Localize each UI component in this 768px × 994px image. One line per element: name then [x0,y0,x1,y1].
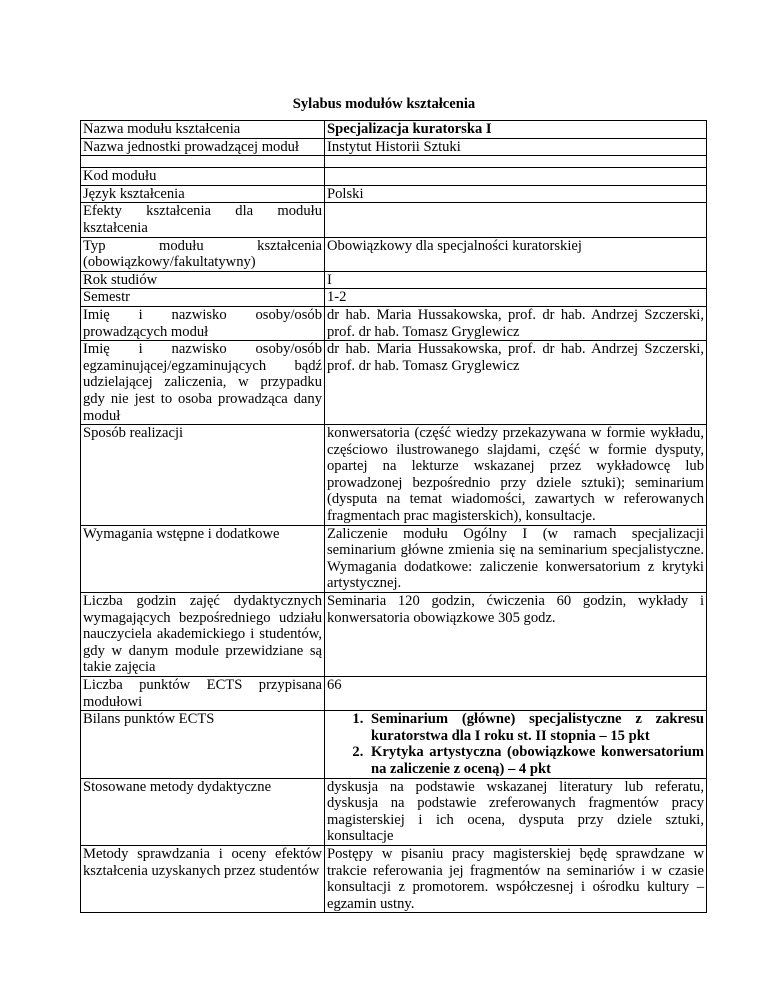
row-label: Bilans punktów ECTS [81,711,325,778]
table-row [81,341,707,425]
row-label: Kod modułu [81,168,325,186]
row-label: Typ modułu kształcenia (obowiązkowy/fakultatywny) [81,237,325,271]
module-name-value: Specjalizacja kuratorska I [325,121,707,139]
table-row [81,306,707,340]
row-value: dr hab. Maria Hussakowska, prof. dr hab. Andrzej Szczerski, prof. dr hab. Tomasz Gryglewicz [325,306,707,340]
table-spacer-row [81,156,707,168]
row-value: dyskusja na podstawie wskazanej literatury lub referatu, dyskusja na podstawie zreferowanych fragmentów pracy magisterskiej i ich ocena, dysputa przy dziele sztuki, konsultacje [325,778,707,845]
row-label: Stosowane metody dydaktyczne [81,778,325,845]
row-label: Imię i nazwisko osoby/osób prowadzących moduł [81,306,325,340]
row-value: Seminaria 120 godzin, ćwiczenia 60 godzin, wykłady i konwersatoria obowiązkowe 305 godz. [325,593,707,677]
table-row [81,525,707,592]
row-label: Język kształcenia [81,185,325,203]
table-row [81,425,707,526]
list-item: 1. Seminarium (główne) specjalistyczne z zakresu kuratorstwa dla I roku st. II stopnia – 15 pkt [367,711,704,744]
table-row [81,778,707,845]
row-label: Liczba punktów ECTS przypisana modułowi [81,677,325,711]
row-value: Obowiązkowy dla specjalności kuratorskiej [325,237,707,271]
row-label: Rok studiów [81,271,325,289]
row-value: Polski [325,185,707,203]
table-row [81,271,707,289]
spacer-cell [325,156,707,168]
syllabus-table [80,120,707,913]
row-label: Nazwa jednostki prowadzącej moduł [81,138,325,156]
row-value: 66 [325,677,707,711]
row-value: I [325,271,707,289]
row-value: konwersatoria (część wiedzy przekazywana w formie wykładu, częściowo ilustrowanego slajdami, część w formie dysputy, opartej na lekturze wskazanej przez wykładowcę lub prowadzonej bezpośrednio przy dziele sztuki); seminarium (dysputa na temat wiadomości, zawartych w referowanych fragmentach prac magisterskich), konsultacje. [325,425,707,526]
ects-list [327,711,704,777]
table-row [81,138,707,156]
row-label: Imię i nazwisko osoby/osób egzaminującej/egzaminujących bądź udzielającej zaliczenia, w przypadku gdy nie jest to osoba prowadząca dany moduł [81,341,325,425]
row-value: dr hab. Maria Hussakowska, prof. dr hab. Andrzej Szczerski, prof. dr hab. Tomasz Gryglewicz [325,341,707,425]
table-row [81,711,707,778]
table-row [81,203,707,237]
table-row [81,593,707,677]
ects-balance-value [325,711,707,778]
row-value [325,168,707,186]
table-row [81,677,707,711]
row-value: Zaliczenie modułu Ogólny I (w ramach specjalizacji seminarium główne zmienia się na seminarium specjalistyczne. Wymagania dodatkowe: zaliczenie konwersatorium z krytyki artystycznej. [325,525,707,592]
table-row [81,845,707,912]
table-row [81,168,707,186]
row-label: Liczba godzin zajęć dydaktycznych wymagających bezpośredniego udziału nauczyciela akademickiego i studentów, gdy w danym module przewidziane są takie zajęcia [81,593,325,677]
row-value: Postępy w pisaniu pracy magisterskiej będę sprawdzane w trakcie referowania jej fragmentów na seminariów i w czasie konsultacji z promotorem. współczesnej i ośrodku kultury – egzamin ustny. [325,845,707,912]
table-row [81,237,707,271]
spacer-cell [81,156,325,168]
row-label: Sposób realizacji [81,425,325,526]
row-label: Efekty kształcenia dla modułu kształcenia [81,203,325,237]
row-label: Semestr [81,289,325,307]
table-row [81,289,707,307]
row-value [325,203,707,237]
row-label: Metody sprawdzania i oceny efektów kształcenia uzyskanych przez studentów [81,845,325,912]
table-row [81,185,707,203]
row-value: 1-2 [325,289,707,307]
list-item: 2. Krytyka artystyczna (obowiązkowe konwersatorium na zaliczenie z oceną) – 4 pkt [367,744,704,777]
page-title: Sylabus modułów kształcenia [292,96,476,112]
row-label: Wymagania wstępne i dodatkowe [81,525,325,592]
row-value: Instytut Historii Sztuki [325,138,707,156]
row-label: Nazwa modułu kształcenia [81,121,325,139]
table-row [81,121,707,139]
